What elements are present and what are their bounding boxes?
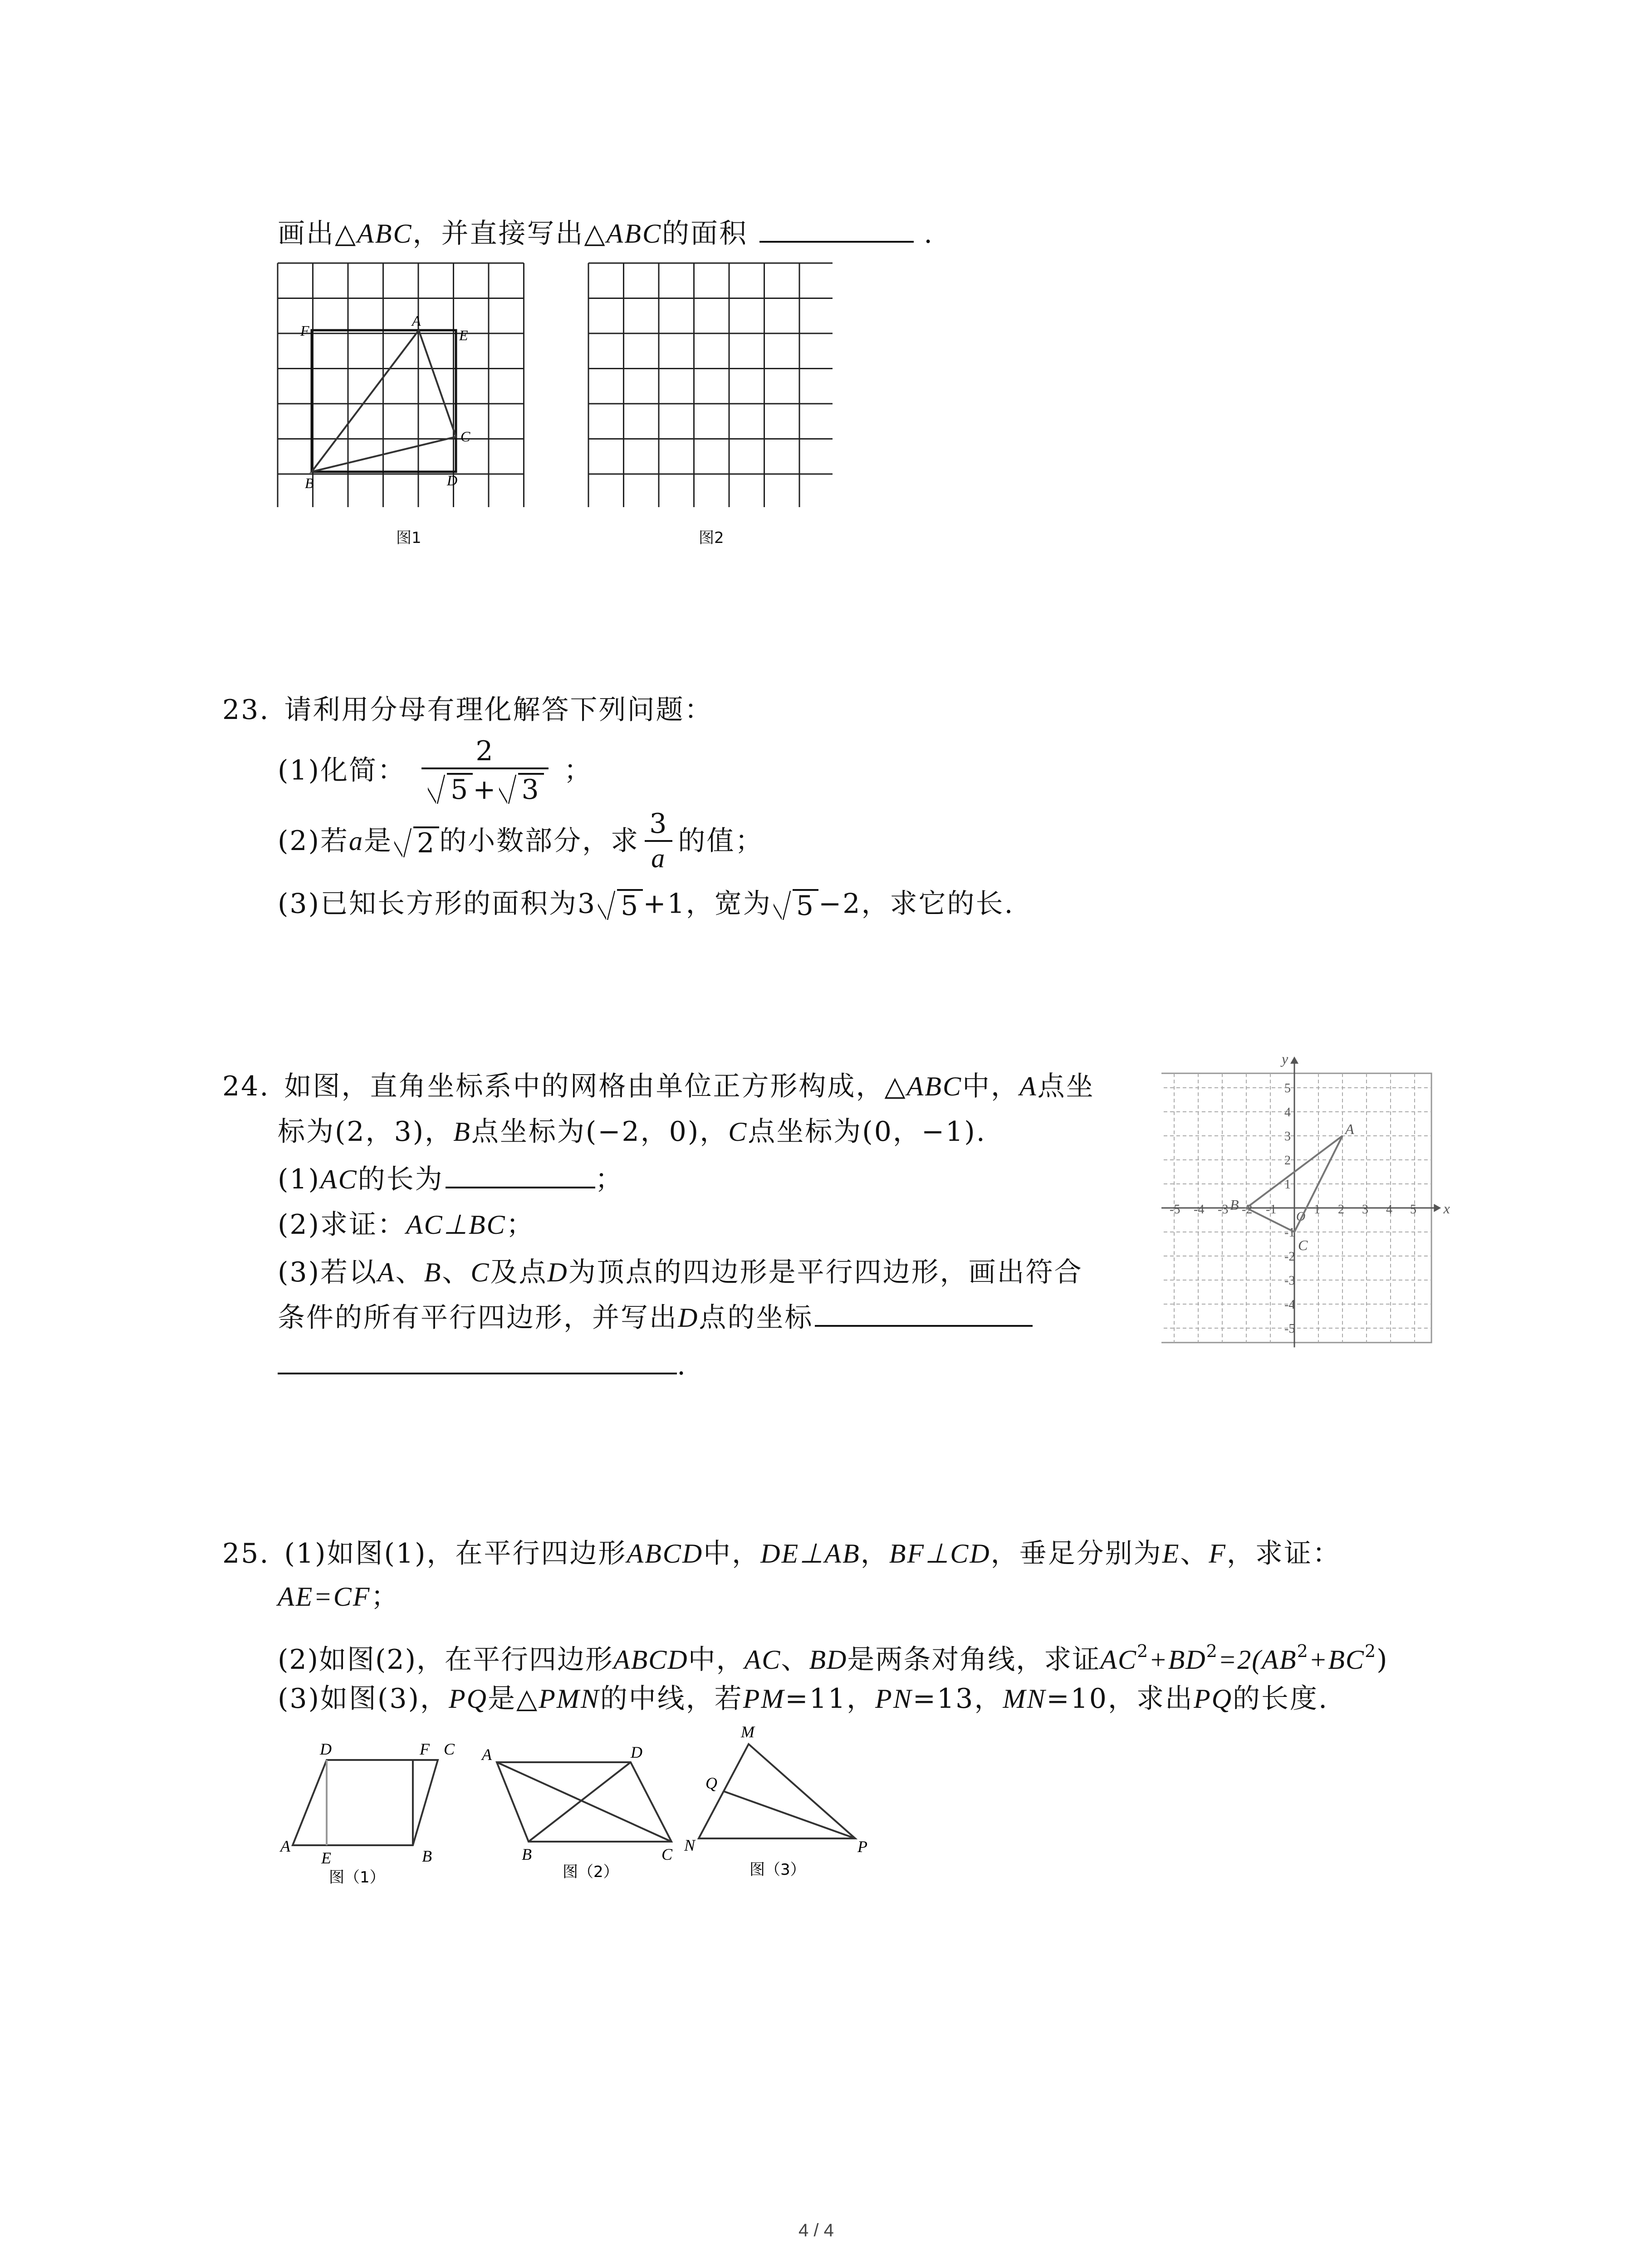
q22-text: ，并直接写出	[412, 218, 584, 249]
label-a: A	[280, 1837, 290, 1855]
exponent: 2	[1297, 1641, 1309, 1661]
x-tick-label: 1	[1314, 1202, 1320, 1217]
q25-part-1-line-2	[278, 1579, 399, 1615]
q25-expr: AC	[1100, 1645, 1137, 1675]
y-tick-label: -4	[1284, 1298, 1295, 1312]
q25-text: =10，求出	[1046, 1683, 1194, 1715]
y-tick-label: 2	[1284, 1154, 1291, 1168]
q25-fig-3	[699, 1744, 855, 1838]
q25-abcd: ABCD	[613, 1645, 688, 1675]
label-n: N	[684, 1836, 696, 1854]
q25-text: (2)如图(2)，在平行四边形	[278, 1644, 613, 1676]
y-axis-label: y	[1282, 1052, 1288, 1067]
q22-fig1-caption: 图1	[396, 529, 421, 547]
radicand: 5	[793, 889, 818, 921]
q25-f: F	[1209, 1539, 1227, 1569]
q24-b: B	[424, 1257, 442, 1287]
q25-mn: MN	[1003, 1684, 1047, 1714]
q24-text: 的长为	[358, 1163, 444, 1195]
q23-stem	[222, 692, 713, 728]
parallelogram-abcd-1	[293, 1760, 438, 1845]
q23-p2-fraction	[645, 807, 672, 875]
q24-text: (2)求证：	[278, 1209, 406, 1241]
fraction-numerator: 2	[475, 735, 495, 767]
q25-pq: PQ	[1193, 1684, 1233, 1714]
x-tick-label: -1	[1266, 1202, 1277, 1217]
label-a: A	[482, 1745, 492, 1764]
sqrt-2	[394, 823, 439, 860]
q24-p3-answer-blank-2[interactable]	[278, 1348, 677, 1374]
q24-b: B	[453, 1117, 471, 1147]
q25-text: ，	[860, 1538, 889, 1569]
q22-abc: ABC	[606, 219, 662, 249]
q23-part-3	[278, 885, 1014, 922]
exponent: 2	[1364, 1641, 1377, 1661]
label-c: C	[661, 1845, 673, 1863]
exponent: 2	[1206, 1641, 1218, 1661]
q25-fig-1	[293, 1760, 438, 1845]
q24-text: ；	[506, 1209, 535, 1241]
q23-p3-label: (3)已知长方形的面积为3	[278, 888, 597, 920]
triangle-symbol: △	[335, 218, 358, 249]
fraction-denominator: a	[645, 840, 672, 875]
q23-p2-text: 的小数部分，求	[439, 825, 640, 857]
label-f: F	[300, 323, 309, 339]
label-b: B	[522, 1845, 532, 1863]
q24-number: 24.	[222, 1070, 270, 1102]
y-tick-label: -3	[1284, 1274, 1295, 1288]
q24-line-1	[222, 1068, 1095, 1105]
q23-stem-text: 请利用分母有理化解答下列问题：	[284, 694, 713, 726]
x-axis-arrow-icon	[1434, 1204, 1441, 1212]
diagonal-bd	[529, 1762, 631, 1842]
q24-text: 如图，直角坐标系中的网格由单位正方形构成，△	[284, 1070, 907, 1102]
label-b: B	[305, 475, 314, 491]
q25-expr: +BD	[1149, 1645, 1206, 1675]
q25-text: ；	[371, 1581, 400, 1613]
q25-pq: PQ	[448, 1684, 488, 1714]
label-a: A	[412, 313, 421, 329]
q25-ac: AC	[744, 1645, 781, 1675]
label-p: P	[857, 1838, 867, 1856]
sqrt-3	[499, 769, 544, 806]
label-q: Q	[705, 1774, 717, 1792]
q22-fig2-caption: 图2	[699, 529, 724, 547]
q25-expr: AE=CF	[278, 1582, 371, 1612]
q25-expr: BF⊥CD	[889, 1539, 991, 1569]
q23-part-1	[278, 735, 593, 806]
q25-part-3	[278, 1681, 1328, 1717]
q23-p3-text: +1，宽为	[643, 888, 772, 920]
x-tick-label: 3	[1362, 1202, 1368, 1217]
q25-e: E	[1162, 1539, 1181, 1569]
q22-text: .	[924, 218, 934, 249]
q24-d: D	[547, 1257, 568, 1287]
q25-pm: PM	[743, 1684, 785, 1714]
radicand: 5	[447, 773, 473, 805]
q23-p1-label: (1)化简：	[278, 754, 406, 787]
q23-p1-end: ；	[563, 754, 593, 787]
x-tick-label: 2	[1338, 1202, 1344, 1217]
q25-text: =13，	[912, 1683, 1003, 1715]
fig-caption-3: 图（3）	[749, 1861, 806, 1879]
q23-p2-label: (2)若	[278, 825, 349, 857]
x-tick-label: 4	[1386, 1202, 1392, 1217]
q24-perp-expr: AC⊥BC	[406, 1210, 506, 1240]
sqrt-5	[598, 885, 643, 922]
q25-bd: BD	[809, 1645, 847, 1675]
q25-text: 、	[1180, 1538, 1209, 1569]
point-label-a: A	[1345, 1121, 1354, 1137]
x-tick-label: -5	[1170, 1202, 1181, 1217]
q25-expr: +BC	[1308, 1645, 1365, 1675]
q24-ac: AC	[320, 1164, 358, 1194]
origin-label: O	[1296, 1210, 1306, 1224]
x-tick-label: 5	[1410, 1202, 1416, 1217]
fig-caption-1: 图（1）	[329, 1868, 385, 1887]
sqrt-5	[428, 769, 473, 806]
q24-text: 为顶点的四边形是平行四边形，画出符合	[568, 1256, 1083, 1288]
label-f: F	[420, 1740, 430, 1758]
q22-figure-1	[277, 262, 529, 507]
y-tick-label: 4	[1284, 1105, 1291, 1119]
q24-d: D	[678, 1303, 699, 1333]
q24-text: 、	[395, 1256, 424, 1288]
q24-part-3-line-3	[278, 1347, 687, 1383]
q23-p2-text: 是	[364, 825, 392, 857]
sqrt-5	[774, 885, 818, 922]
q24-text: 点坐标为(−2，0)，	[471, 1116, 729, 1148]
label-d: D	[320, 1740, 332, 1758]
triangle-pmn	[699, 1744, 855, 1838]
page-number: 4 / 4	[798, 2220, 834, 2240]
q24-a: A	[1019, 1071, 1038, 1101]
label-d: D	[447, 472, 458, 489]
label-c: C	[460, 428, 470, 445]
q24-text: 点的坐标	[699, 1302, 813, 1334]
q24-part-2	[278, 1207, 535, 1243]
y-tick-label: -5	[1284, 1322, 1295, 1336]
q25-pn: PN	[875, 1684, 913, 1714]
radicand: 3	[518, 773, 544, 805]
q25-part-1	[222, 1535, 1341, 1572]
median-pq	[724, 1791, 855, 1838]
y-tick-label: 5	[1284, 1081, 1291, 1095]
label-e: E	[459, 327, 468, 343]
q22-instruction-line	[278, 215, 934, 252]
triangle-symbol: △	[584, 218, 607, 249]
q24-text: 点坐标为(0，−1).	[748, 1116, 986, 1148]
y-axis-arrow-icon	[1290, 1056, 1298, 1064]
point-label-b: B	[1230, 1197, 1239, 1213]
point-label-c: C	[1298, 1237, 1308, 1253]
q25-pmn: PMN	[539, 1684, 600, 1714]
label-b: B	[422, 1847, 432, 1865]
q24-c: C	[470, 1257, 490, 1287]
q22-text: 画出	[278, 218, 335, 249]
q23-p3-end: −2，求它的长.	[818, 888, 1014, 920]
q25-text: 中，	[703, 1538, 761, 1569]
label-c: C	[444, 1740, 455, 1758]
label-e: E	[321, 1849, 331, 1867]
q23-part-2	[278, 807, 764, 875]
q25-fig-2	[497, 1762, 671, 1842]
q24-part-1	[278, 1161, 624, 1198]
q24-text: ；	[595, 1163, 624, 1195]
fraction-numerator: 3	[649, 808, 668, 840]
q25-text: 的中线，若	[600, 1683, 743, 1715]
q24-text: 、	[442, 1256, 471, 1288]
q25-number: 25.	[222, 1538, 270, 1569]
q25-figures	[272, 1724, 885, 1896]
q25-expr: DE⊥AB	[760, 1539, 861, 1569]
q25-abcd: ABCD	[627, 1539, 704, 1569]
y-tick-label: -1	[1284, 1226, 1295, 1240]
q25-text: (1)如图(1)，在平行四边形	[284, 1538, 627, 1569]
q25-text: ，求证：	[1226, 1538, 1341, 1569]
q24-text: (1)	[278, 1163, 320, 1195]
q25-text: 是△	[487, 1683, 539, 1715]
q25-text: 的长度.	[1232, 1683, 1329, 1715]
q24-c: C	[728, 1117, 748, 1147]
radicand: 2	[413, 826, 439, 858]
y-tick-label: 3	[1284, 1129, 1291, 1144]
q23-number: 23.	[222, 694, 270, 726]
q24-text: 点坐	[1037, 1070, 1095, 1102]
q22-answer-blank[interactable]	[759, 216, 914, 243]
q24-text: 中，	[962, 1070, 1019, 1102]
q24-p1-answer-blank[interactable]	[446, 1162, 595, 1188]
q25-text: ，垂足分别为	[990, 1538, 1162, 1569]
plus-sign: +	[473, 774, 497, 806]
q25-text: =11，	[785, 1683, 876, 1715]
x-tick-label: -3	[1218, 1202, 1229, 1217]
q24-line-2	[278, 1114, 986, 1150]
q24-text: (3)若以	[278, 1256, 377, 1288]
q22-figure-2	[588, 262, 833, 507]
q24-p3-answer-blank[interactable]	[815, 1300, 1033, 1327]
y-tick-label: -2	[1284, 1250, 1295, 1264]
var-a: a	[349, 826, 364, 856]
q25-expr: =2(AB	[1218, 1645, 1297, 1675]
q25-text: 中，	[688, 1644, 745, 1676]
x-tick-label: -4	[1194, 1202, 1205, 1217]
q22-abc: ABC	[357, 219, 413, 249]
exponent: 2	[1136, 1641, 1149, 1661]
q24-coordinate-figure	[1161, 1052, 1461, 1361]
q24-text: 条件的所有平行四边形，并写出	[278, 1302, 678, 1334]
x-axis-label: x	[1443, 1200, 1450, 1217]
q25-text: 是两条对角线，求证	[847, 1644, 1101, 1676]
q25-part-2	[278, 1633, 1388, 1678]
q25-text: 、	[781, 1644, 809, 1676]
q22-text: 的面积	[661, 218, 748, 249]
x-tick-label: -2	[1242, 1202, 1253, 1217]
q25-text: (3)如图(3)，	[278, 1683, 449, 1715]
label-d: D	[631, 1743, 642, 1761]
fig-caption-2: 图（2）	[563, 1863, 619, 1881]
q24-a: A	[377, 1257, 396, 1287]
q24-text: 及点	[490, 1256, 548, 1288]
q24-abc: ABC	[906, 1071, 962, 1101]
q23-p2-end: 的值；	[678, 825, 764, 857]
q24-text: .	[677, 1349, 687, 1381]
q24-part-3-line-2	[278, 1300, 1033, 1336]
q24-part-3	[278, 1254, 1083, 1290]
radicand: 5	[617, 889, 643, 921]
fraction-denominator	[421, 767, 549, 806]
q23-p1-fraction	[421, 735, 549, 806]
q25-expr: )	[1376, 1644, 1388, 1676]
y-tick-label: 1	[1284, 1178, 1291, 1192]
q24-text: 标为(2，3)，	[278, 1116, 454, 1148]
label-m: M	[741, 1724, 754, 1741]
